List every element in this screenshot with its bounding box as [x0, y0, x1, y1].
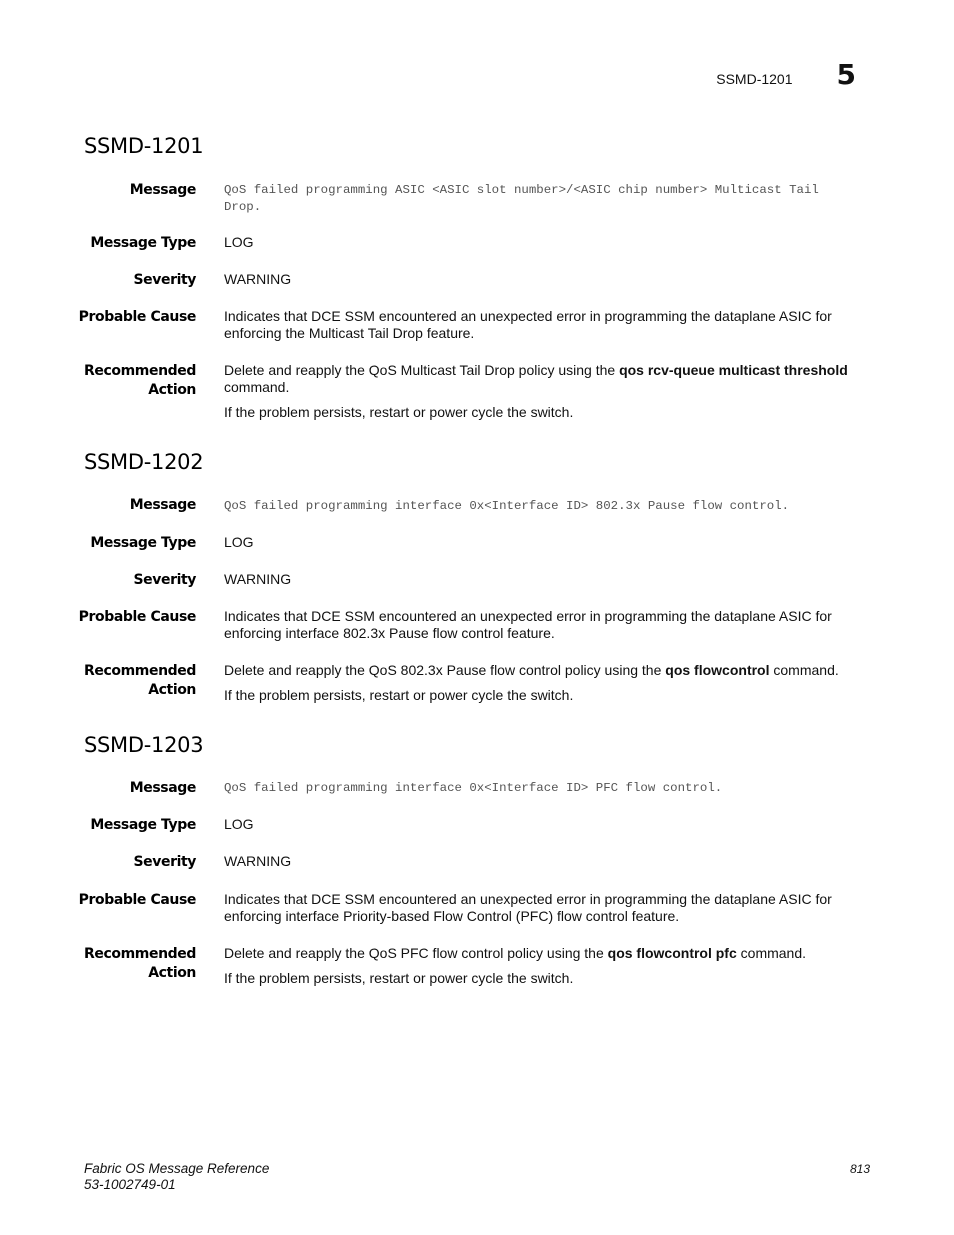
recommended-action-label: Recommended Action — [84, 946, 196, 981]
message-label: Message — [129, 182, 196, 198]
recommended-action-text: Delete and reapply the QoS PFC flow control policy using the qos flowcontrol pfc command. If the problem persists, restart or power cycle the switch. — [224, 945, 864, 987]
probable-cause-label: Probable Cause — [78, 309, 196, 325]
probable-cause-text: Indicates that DCE SSM encountered an unexpected error in programming the dataplane ASIC for enforcing the Multicast Tail Drop feature. — [224, 308, 832, 341]
message-type-label: Message Type — [90, 817, 196, 833]
message-text: QoS failed programming ASIC <ASIC slot number>/<ASIC chip number> Multicast Tail Drop. — [224, 183, 819, 214]
severity-value: WARNING — [224, 853, 292, 869]
probable-cause-text: Indicates that DCE SSM encountered an unexpected error in programming the dataplane ASIC for enforcing interface 802.3x Pause flow control feature. — [224, 608, 832, 641]
severity-value: WARNING — [224, 271, 292, 287]
section-title-ssmd-1201: SSMD-1201 — [84, 134, 204, 158]
section-title-ssmd-1203: SSMD-1203 — [84, 733, 204, 757]
probable-cause-label: Probable Cause — [78, 609, 196, 625]
message-type-value: LOG — [224, 534, 254, 550]
severity-value: WARNING — [224, 571, 292, 587]
running-header — [716, 58, 856, 91]
message-type-value: LOG — [224, 816, 254, 832]
chapter-number: 5 — [836, 58, 856, 91]
footer-page-number: 813 — [849, 1162, 870, 1176]
command-name: qos flowcontrol pfc — [607, 945, 737, 961]
severity-label: Severity — [133, 854, 196, 870]
severity-label: Severity — [133, 272, 196, 288]
message-text: QoS failed programming interface 0x<Interface ID> 802.3x Pause flow control. — [224, 499, 790, 513]
action-note: If the problem persists, restart or power cycle the switch. — [224, 687, 574, 703]
message-type-value: LOG — [224, 234, 254, 250]
recommended-action-label: Recommended Action — [84, 363, 196, 398]
footer-doc-info — [84, 1161, 269, 1193]
running-title: SSMD-1201 — [716, 71, 793, 87]
recommended-action-text: Delete and reapply the QoS 802.3x Pause flow control policy using the qos flowcontrol command. If the problem persists, restart or power cycle the switch. — [224, 662, 864, 704]
message-type-label: Message Type — [90, 235, 196, 251]
footer-doc-number: 53-1002749-01 — [84, 1177, 176, 1192]
recommended-action-text: Delete and reapply the QoS Multicast Tail Drop policy using the qos rcv-queue multicast threshold command. If the problem persists, restart or power cycle the switch. — [224, 362, 864, 421]
message-type-label: Message Type — [90, 535, 196, 551]
recommended-action-label: Recommended Action — [84, 663, 196, 698]
footer-doc-title: Fabric OS Message Reference — [84, 1161, 270, 1176]
message-label: Message — [129, 780, 196, 796]
message-text: QoS failed programming interface 0x<Interface ID> PFC flow control. — [224, 781, 723, 795]
action-note: If the problem persists, restart or power cycle the switch. — [224, 970, 574, 986]
command-name: qos flowcontrol — [665, 662, 770, 678]
command-name: qos rcv-queue multicast threshold — [619, 362, 848, 378]
message-label: Message — [129, 497, 196, 513]
probable-cause-label: Probable Cause — [78, 892, 196, 908]
severity-label: Severity — [133, 572, 196, 588]
action-note: If the problem persists, restart or power cycle the switch. — [224, 404, 574, 420]
section-title-ssmd-1202: SSMD-1202 — [84, 450, 204, 474]
probable-cause-text: Indicates that DCE SSM encountered an unexpected error in programming the dataplane ASIC for enforcing interface Priority-based Flow Control (PFC) flow control feature. — [224, 891, 832, 924]
